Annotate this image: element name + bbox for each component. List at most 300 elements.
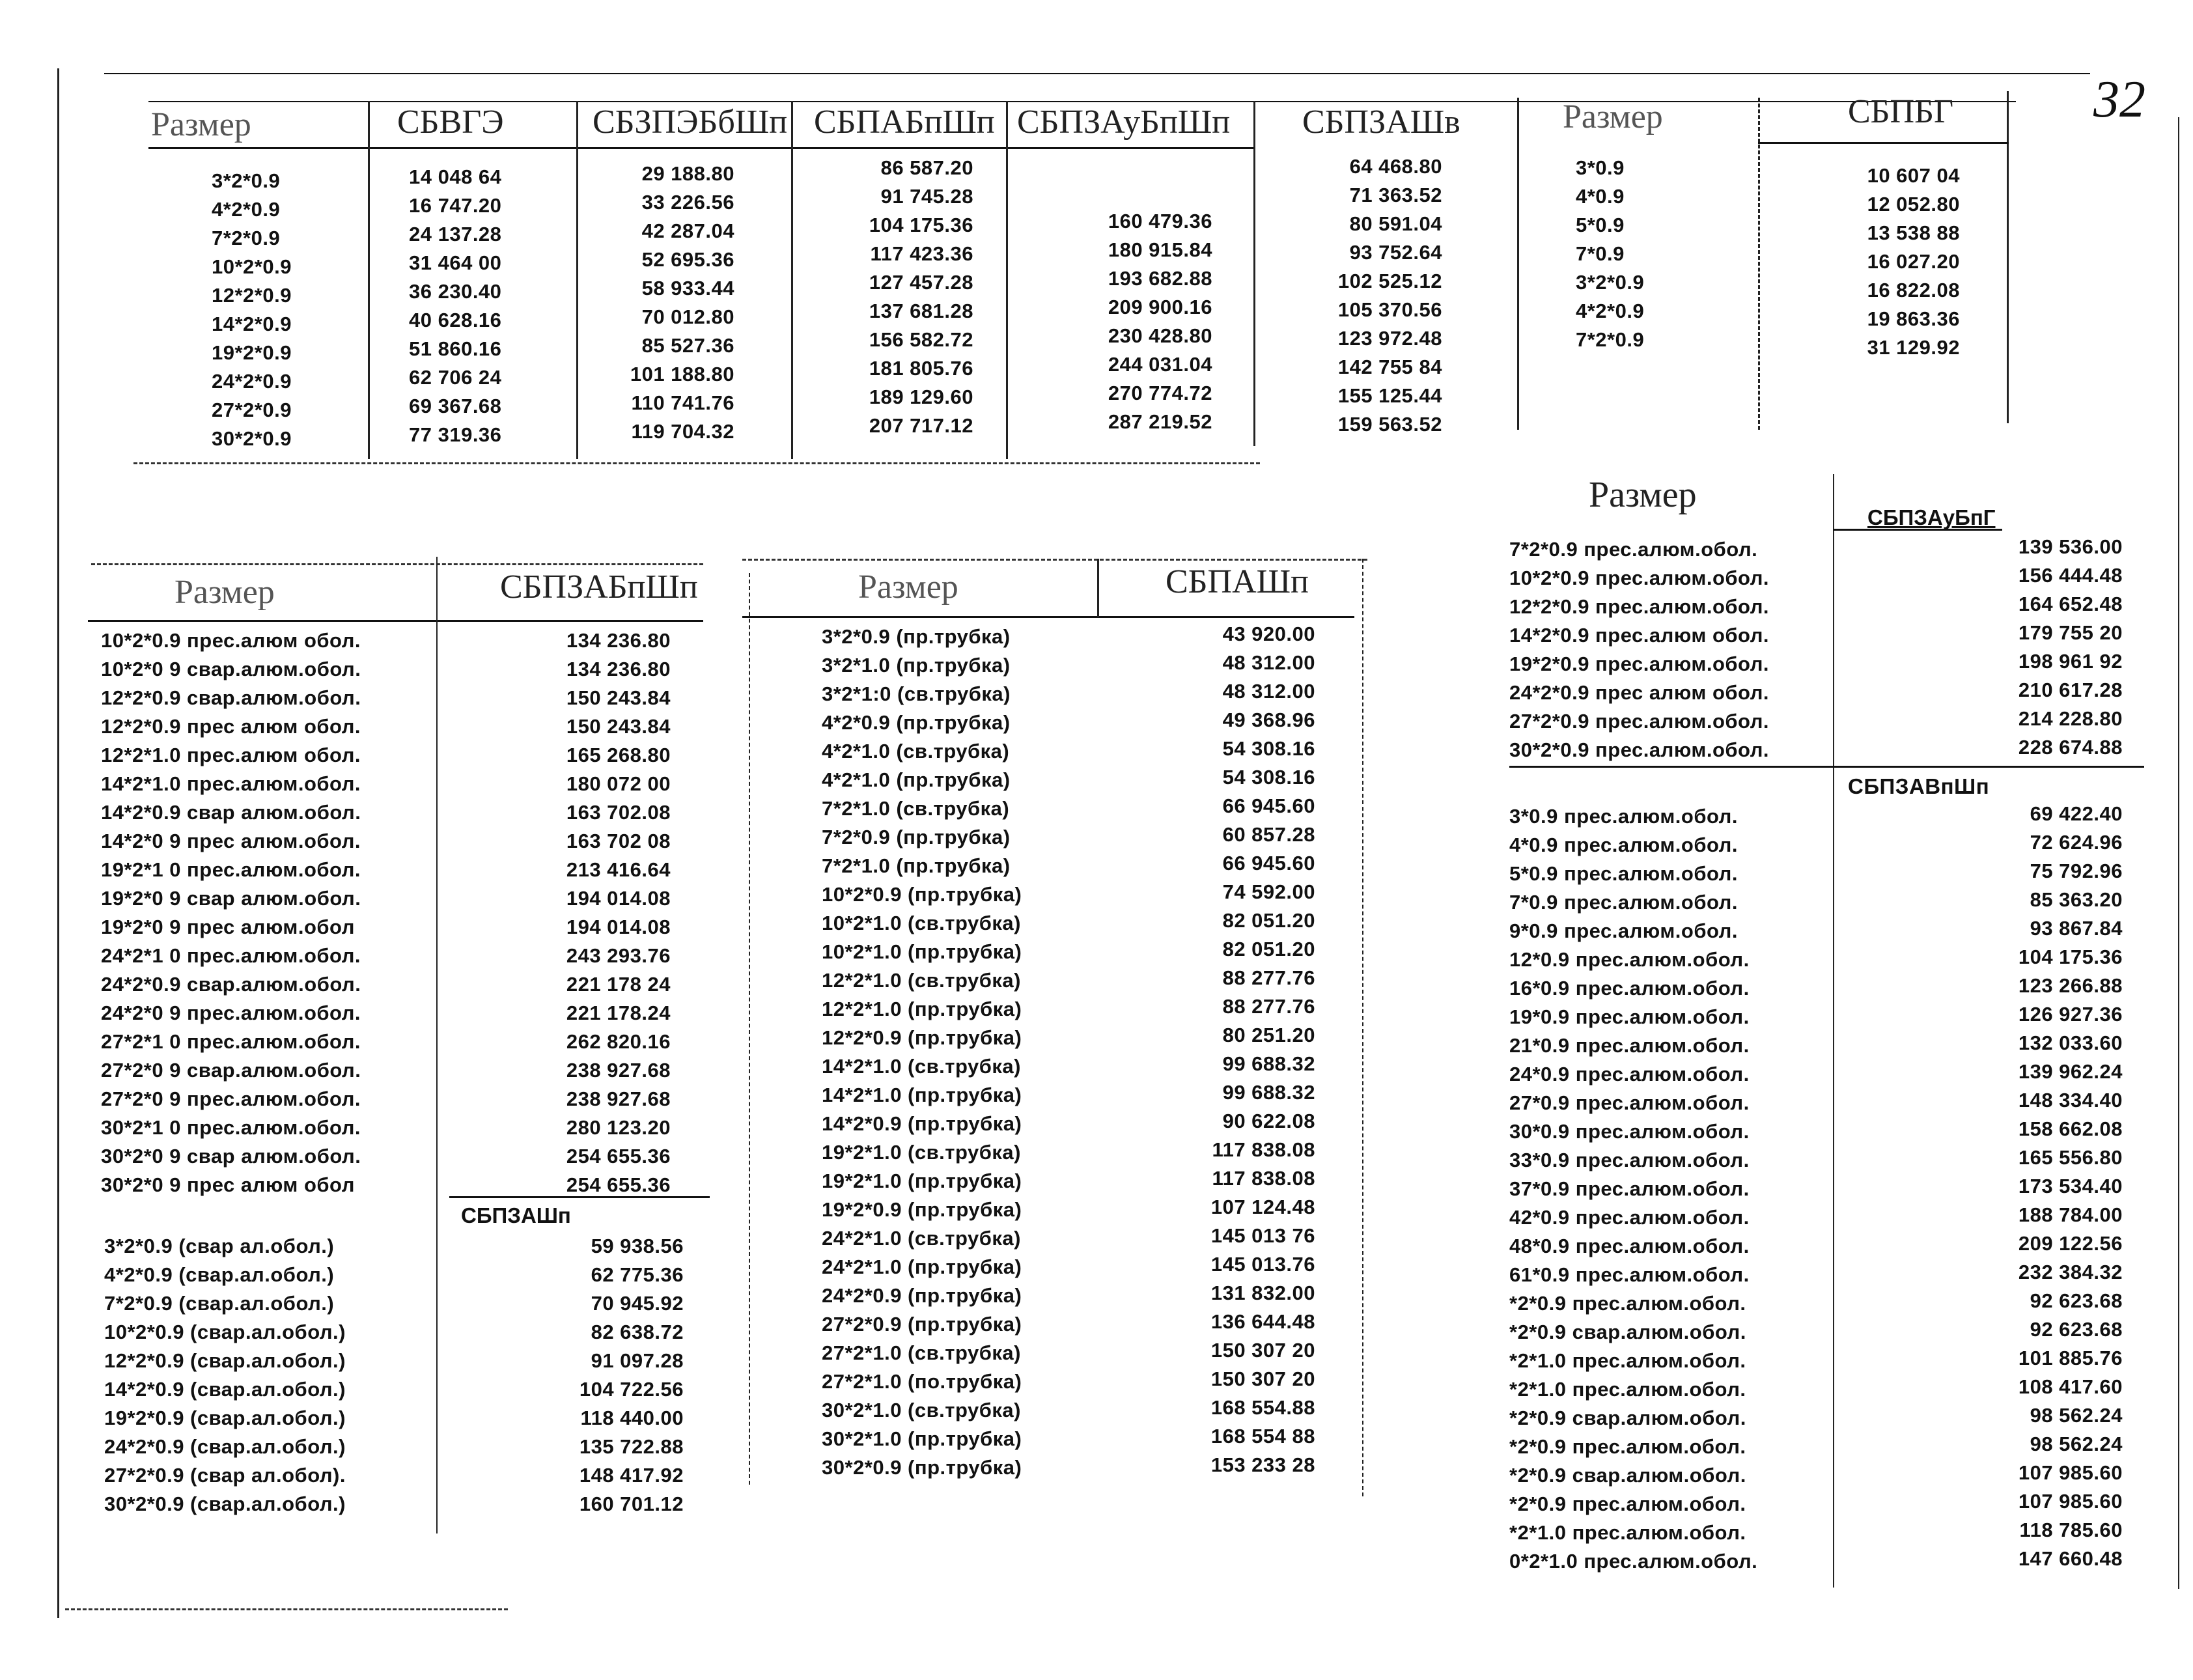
cell-value: 107 985.60 [2018, 1461, 2123, 1484]
cell-size: 3*2*1:0 (св.трубка) [822, 682, 1011, 705]
cell-size: 7*2*1.0 (св.трубка) [822, 797, 1010, 820]
cell-size: 24*2*1 0 прес.алюм.обол. [101, 944, 361, 967]
cell-size: 3*0.9 [1576, 156, 1625, 179]
cell-value: 270 774.72 [1108, 382, 1212, 404]
cell-size: 19*2*1 0 прес.алюм.обол. [101, 858, 361, 881]
cell-value: 60 857.28 [1222, 823, 1315, 846]
column-sizes [822, 623, 1022, 1482]
page-number: 32 [2093, 71, 2145, 128]
cell-value: 86 587.20 [880, 156, 973, 179]
cell-size: 30*2*1 0 прес.алюм.обол. [101, 1116, 361, 1139]
cell-size: 19*2*0 9 прес алюм.обол [101, 916, 355, 938]
cell-value: 156 582.72 [869, 328, 973, 351]
cell-value: 209 122.56 [2018, 1232, 2123, 1255]
cell-size: 14*2*0.9 [212, 313, 292, 335]
cell-size: 19*2*0.9 прес.алюм.обол. [1509, 652, 1770, 675]
cell-value: 104 175.36 [869, 214, 973, 236]
col-divider [1362, 559, 1363, 1496]
cell-value: 139 962.24 [2018, 1060, 2123, 1083]
cell-size: 30*2*0.9 (пр.трубка) [822, 1456, 1022, 1479]
cell-size: 12*2*0.9 (пр.трубка) [822, 1026, 1022, 1049]
cell-value: 54 308.16 [1222, 737, 1315, 760]
cell-value: 77 319.36 [409, 423, 502, 446]
cell-size: 3*2*0.9 (пр.трубка) [822, 625, 1011, 648]
cell-value: 82 051.20 [1222, 909, 1315, 932]
cell-value: 142 755 84 [1337, 356, 1442, 378]
cell-size: 19*0.9 прес.алюм.обол. [1509, 1005, 1750, 1028]
cell-size: 27*2*0.9 [212, 399, 292, 421]
cell-value: 33 226.56 [641, 191, 734, 214]
cell-value: 62 775.36 [591, 1263, 684, 1286]
column-sizes [212, 167, 292, 453]
cell-size: 24*2*0.9 (свар.ал.обол.) [104, 1435, 346, 1458]
cell-size: 24*2*0.9 (пр.трубка) [822, 1284, 1022, 1307]
cell-value: 104 175.36 [2018, 945, 2123, 968]
cell-size: 3*2*0.9 [212, 169, 281, 192]
cell-size: 14*2*0.9 (свар.ал.обол.) [104, 1378, 346, 1401]
cell-size: 7*2*0.9 (свар.ал.обол.) [104, 1292, 335, 1315]
cell-value: 90 622.08 [1222, 1110, 1315, 1132]
cell-value: 160 701.12 [579, 1492, 684, 1515]
cell-size: 19*2*0.9 [212, 341, 292, 364]
cell-value: 198 961 92 [2018, 650, 2123, 673]
cell-size: 7*0.9 прес.алюм.обол. [1509, 891, 1738, 914]
cell-value: 42 287.04 [641, 219, 734, 242]
cell-value: 165 556.80 [2018, 1146, 2123, 1169]
column-sbpashp [1159, 620, 1315, 1479]
cell-size: 30*2*1.0 (пр.трубка) [822, 1427, 1022, 1450]
cell-value: 145 013.76 [1210, 1253, 1315, 1276]
cell-size: 27*2*0.9 (пр.трубка) [822, 1313, 1022, 1336]
cell-size: 19*2*0 9 свар алюм.обол. [101, 887, 361, 910]
cell-value: 221 178.24 [566, 1001, 671, 1024]
subtable-rule [1509, 766, 2144, 768]
table-top-rule [91, 563, 703, 565]
cell-size: 4*2*0.9 [1576, 300, 1645, 322]
cell-size: 16*0.9 прес.алюм.обол. [1509, 977, 1750, 1000]
cell-value: 159 563.52 [1337, 413, 1442, 436]
cell-value: 173 534.40 [2018, 1175, 2123, 1197]
cell-value: 156 444.48 [2018, 564, 2123, 587]
cell-size: 3*2*0.9 (свар ал.обол.) [104, 1235, 335, 1257]
cell-size: 24*2*1.0 (св.трубка) [822, 1227, 1021, 1250]
cell-value: 70 012.80 [641, 305, 734, 328]
cell-size: 27*2*0 9 прес.алюм.обол. [101, 1087, 361, 1110]
cell-value: 136 644.48 [1210, 1310, 1315, 1333]
col-header-sbpbg: СБПБГ [1848, 93, 1954, 130]
cell-size: 24*2*0.9 свар.алюм.обол. [101, 973, 361, 996]
cell-value: 107 124.48 [1210, 1196, 1315, 1218]
cell-value: 70 945.92 [591, 1292, 684, 1315]
cell-size: 0*2*1.0 прес.алюм.обол. [1509, 1550, 1758, 1573]
cell-size: 10*2*1.0 (св.трубка) [822, 912, 1021, 934]
col-header-sbpzaubpg: СБПЗАуБпГ [1867, 505, 1996, 529]
cell-size: 27*2*0.9 прес.алюм.обол. [1509, 710, 1770, 733]
col-header-sbpzashv: СБПЗАШв [1302, 104, 1460, 141]
col-header-size: Размер [1589, 475, 1697, 515]
page-top-border [104, 73, 2090, 74]
cell-value: 135 722.88 [579, 1435, 684, 1458]
cell-size: *2*0.9 свар.алюм.обол. [1509, 1407, 1746, 1429]
cell-size: 24*0.9 прес.алюм.обол. [1509, 1063, 1750, 1085]
cell-value: 24 137.28 [409, 223, 502, 245]
col-header-sbpzaubpshp: СБПЗАуБпШп [1017, 104, 1231, 141]
table-header-rule [742, 616, 1354, 618]
cell-value: 210 617.28 [2018, 679, 2123, 701]
cell-size: 27*2*1.0 (по.трубка) [822, 1370, 1022, 1393]
cell-size: 3*0.9 прес.алюм.обол. [1509, 805, 1738, 828]
col-header-sbpashp: СБПАШп [1166, 563, 1309, 600]
cell-value: 118 785.60 [2019, 1519, 2123, 1541]
cell-size: 10*2*0.9 прес.алюм.обол. [1509, 567, 1770, 589]
cell-value: 134 236.80 [566, 658, 671, 680]
col-divider [368, 101, 370, 459]
column-sub-sizes [104, 1232, 346, 1519]
cell-value: 262 820.16 [566, 1030, 671, 1053]
table-top-rule [742, 559, 1367, 561]
col-header-size: Размер [175, 574, 275, 611]
cell-size: *2*0.9 свар.алюм.обол. [1509, 1464, 1746, 1487]
cell-size: 24*2*0.9 [212, 370, 292, 393]
cell-value: 107 985.60 [2018, 1490, 2123, 1513]
cell-size: 5*0.9 прес.алюм.обол. [1509, 862, 1738, 885]
cell-value: 51 860.16 [409, 337, 502, 360]
cell-size: *2*0.9 свар.алюм.обол. [1509, 1321, 1746, 1343]
column-sizes [101, 626, 361, 1199]
cell-size: *2*0.9 прес.алюм.обол. [1509, 1492, 1746, 1515]
cell-size: 12*2*1.0 прес.алюм обол. [101, 744, 361, 766]
cell-value: 165 268.80 [566, 744, 671, 766]
cell-size: 27*2*1 0 прес.алюм.обол. [101, 1030, 361, 1053]
column-sbpzaubpg [1966, 533, 2123, 762]
column-sbzpebbshp [586, 160, 734, 446]
cell-value: 179 755 20 [2018, 621, 2123, 644]
cell-value: 66 945.60 [1222, 852, 1315, 875]
cell-value: 117 838.08 [1212, 1138, 1315, 1161]
cell-size: *2*1.0 прес.алюм.обол. [1509, 1521, 1746, 1544]
cell-value: 49 368.96 [1222, 708, 1315, 731]
cell-value: 82 051.20 [1222, 938, 1315, 960]
cell-value: 126 927.36 [2018, 1003, 2123, 1026]
col-divider [2007, 91, 2009, 423]
cell-value: 168 554 88 [1210, 1425, 1315, 1448]
column-sizes [1576, 154, 1644, 354]
col-header-sbvge: СБВГЭ [397, 104, 504, 141]
cell-size: 37*0.9 прес.алюм.обол. [1509, 1177, 1750, 1200]
cell-value: 69 367.68 [409, 395, 502, 417]
cell-value: 148 417.92 [579, 1464, 684, 1487]
cell-size: 30*2*0.9 [212, 427, 292, 450]
cell-value: 43 920.00 [1222, 623, 1315, 645]
cell-size: 14*2*0.9 свар алюм.обол. [101, 801, 361, 824]
cell-size: 14*2*1.0 прес.алюм.обол. [101, 772, 361, 795]
cell-size: 12*2*1.0 (пр.трубка) [822, 998, 1022, 1020]
cell-size: 10*2*0.9 (свар.ал.обол.) [104, 1321, 346, 1343]
cell-value: 118 440.00 [580, 1407, 684, 1429]
cell-size: 24*2*0.9 прес алюм обол. [1509, 681, 1770, 704]
cell-value: 80 251.20 [1222, 1024, 1315, 1046]
cell-size: *2*1.0 прес.алюм.обол. [1509, 1349, 1746, 1372]
cell-value: 139 536.00 [2018, 535, 2123, 558]
cell-value: 108 417.60 [2018, 1375, 2123, 1398]
cell-value: 150 307 20 [1210, 1339, 1315, 1362]
cell-value: 52 695.36 [641, 248, 734, 271]
cell-value: 163 702 08 [566, 830, 671, 852]
cell-size: 48*0.9 прес.алюм.обол. [1509, 1235, 1750, 1257]
cell-value: 64 468.80 [1349, 155, 1442, 178]
cell-value: 150 243.84 [566, 686, 671, 709]
cell-value: 92 623.68 [2030, 1289, 2123, 1312]
cell-value: 193 682.88 [1108, 267, 1212, 290]
col-header-size: Размер [858, 568, 958, 606]
cell-size: 4*2*1.0 (пр.трубка) [822, 768, 1011, 791]
cell-size: 30*2*0 9 прес алюм обол [101, 1173, 355, 1196]
cell-size: 3*2*0.9 [1576, 271, 1645, 294]
cell-size: 3*2*1.0 (пр.трубка) [822, 654, 1011, 677]
column-sbpzashv [1276, 152, 1442, 439]
cell-size: 7*0.9 [1576, 242, 1625, 265]
cell-value: 88 277.76 [1222, 995, 1315, 1018]
cell-size: 14*2*0.9 (пр.трубка) [822, 1112, 1022, 1135]
col-divider [791, 101, 793, 459]
cell-value: 147 660.48 [2018, 1547, 2123, 1570]
cell-value: 101 188.80 [630, 363, 734, 385]
cell-value: 243 293.76 [566, 944, 671, 967]
column-sizes [1509, 535, 1769, 764]
cell-value: 127 457.28 [869, 271, 973, 294]
cell-value: 75 792.96 [2030, 860, 2123, 882]
cell-size: 24*2*0 9 прес.алюм.обол. [101, 1001, 361, 1024]
cell-value: 181 805.76 [869, 357, 973, 380]
cell-value: 93 867.84 [2030, 917, 2123, 940]
cell-value: 66 945.60 [1222, 794, 1315, 817]
page-left-border [57, 68, 59, 1618]
cell-value: 228 674.88 [2018, 736, 2123, 759]
cell-value: 98 562.24 [2030, 1433, 2123, 1455]
table-header-rule [88, 620, 703, 622]
cell-value: 180 915.84 [1108, 238, 1212, 261]
cell-value: 150 243.84 [566, 715, 671, 738]
column-sbvge [409, 163, 501, 449]
cell-value: 155 125.44 [1337, 384, 1442, 407]
col-divider [1253, 101, 1255, 446]
cell-value: 221 178 24 [566, 973, 671, 996]
cell-value: 137 681.28 [869, 300, 973, 322]
cell-size: 12*2*0.9 прес.алюм.обол. [1509, 595, 1770, 618]
cell-value: 31 464 00 [409, 251, 502, 274]
cell-size: 5*0.9 [1576, 214, 1625, 236]
cell-size: 42*0.9 прес.алюм.обол. [1509, 1206, 1750, 1229]
col-divider [436, 557, 438, 1533]
cell-value: 150 307 20 [1210, 1367, 1315, 1390]
cell-value: 74 592.00 [1222, 880, 1315, 903]
cell-value: 93 752.64 [1349, 241, 1442, 264]
cell-value: 189 129.60 [869, 385, 973, 408]
cell-value: 105 370.56 [1337, 298, 1442, 321]
cell-value: 92 623.68 [2030, 1318, 2123, 1341]
cell-value: 16 747.20 [409, 194, 502, 217]
cell-size: 30*2*0.9 прес.алюм.обол. [1509, 738, 1770, 761]
cell-value: 238 927.68 [566, 1087, 671, 1110]
cell-value: 72 624.96 [2030, 831, 2123, 854]
col-divider [1006, 101, 1008, 459]
cell-value: 134 236.80 [566, 629, 671, 652]
cell-size: 21*0.9 прес.алюм.обол. [1509, 1034, 1750, 1057]
cell-value: 168 554.88 [1210, 1396, 1315, 1419]
col-header-size: Размер [1563, 98, 1663, 135]
col-divider [1833, 474, 1834, 1588]
cell-size: 4*0.9 прес.алюм.обол. [1509, 833, 1738, 856]
cell-value: 254 655.36 [566, 1145, 671, 1168]
cell-value: 16 822.08 [1867, 279, 1960, 301]
cell-value: 104 722.56 [579, 1378, 684, 1401]
cell-value: 31 129.92 [1867, 336, 1960, 359]
cell-size: 12*2*0.9 (свар.ал.обол.) [104, 1349, 346, 1372]
cell-value: 102 525.12 [1337, 270, 1442, 292]
table-header-rule [148, 147, 1255, 149]
cell-value: 54 308.16 [1222, 766, 1315, 789]
cell-value: 48 312.00 [1222, 651, 1315, 674]
cell-size: *2*0.9 прес.алюм.обол. [1509, 1292, 1746, 1315]
cell-value: 230 428.80 [1108, 324, 1212, 347]
column-sbpzaubpshp [1042, 207, 1212, 436]
table-top-rule [148, 101, 2016, 102]
cell-value: 160 479.36 [1108, 210, 1212, 232]
cell-size: 27*0.9 прес.алюм.обол. [1509, 1091, 1750, 1114]
cell-size: 4*0.9 [1576, 185, 1625, 208]
cell-value: 36 230.40 [409, 280, 502, 303]
cell-size: 7*2*0.9 прес.алюм.обол. [1509, 538, 1758, 561]
cell-value: 194 014.08 [566, 887, 671, 910]
cell-size: 30*2*0.9 (свар.ал.обол.) [104, 1492, 346, 1515]
column-sbpabpshp [807, 154, 973, 440]
subtable-title: СБПЗАВпШп [1848, 774, 1990, 798]
subtable-title: СБПЗАШп [461, 1203, 571, 1227]
cell-size: 10*2*0.9 [212, 255, 292, 278]
cell-size: 10*2*0 9 свар.алюм.обол. [101, 658, 361, 680]
cell-size: 7*2*0.9 [1576, 328, 1645, 351]
cell-size: 12*2*0.9 прес алюм обол. [101, 715, 361, 738]
col-header-sbzpebbshp: СБЗПЭБбШп [593, 104, 788, 141]
cell-value: 85 363.20 [2030, 888, 2123, 911]
cell-size: 19*2*0.9 (свар.ал.обол.) [104, 1407, 346, 1429]
cell-size: *2*1.0 прес.алюм.обол. [1509, 1378, 1746, 1401]
cell-value: 145 013 76 [1210, 1224, 1315, 1247]
column-sub-values [521, 1232, 684, 1519]
cell-size: 9*0.9 прес.алюм.обол. [1509, 919, 1738, 942]
cell-value: 80 591.04 [1349, 212, 1442, 235]
cell-value: 123 972.48 [1337, 327, 1442, 350]
cell-value: 91 097.28 [591, 1349, 684, 1372]
cell-value: 254 655.36 [566, 1173, 671, 1196]
col-divider [1097, 559, 1099, 617]
cell-value: 280 123.20 [566, 1116, 671, 1139]
page-right-border [2178, 117, 2179, 1589]
cell-value: 164 652.48 [2018, 593, 2123, 615]
cell-size: 12*2*1.0 (св.трубка) [822, 969, 1021, 992]
cell-size: 7*2*1.0 (пр.трубка) [822, 854, 1011, 877]
col-divider [576, 101, 578, 459]
cell-value: 244 031.04 [1108, 353, 1212, 376]
cell-value: 153 233 28 [1210, 1453, 1315, 1476]
col-header-sbpabpshp: СБПАБпШп [814, 104, 995, 141]
col-divider [1517, 98, 1519, 430]
cell-value: 188 784.00 [2018, 1203, 2123, 1226]
cell-value: 123 266.88 [2018, 974, 2123, 997]
cell-value: 119 704.32 [631, 420, 734, 443]
cell-size: 4*2*0.9 (свар.ал.обол.) [104, 1263, 335, 1286]
table-bottom-rule [133, 462, 1260, 464]
cell-value: 12 052.80 [1867, 193, 1960, 216]
cell-size: 12*2*0.9 свар.алюм.обол. [101, 686, 361, 709]
cell-value: 14 048 64 [409, 165, 502, 188]
cell-value: 85 527.36 [641, 334, 734, 357]
cell-value: 148 334.40 [2018, 1089, 2123, 1112]
cell-value: 287 219.52 [1108, 410, 1212, 433]
cell-value: 194 014.08 [566, 916, 671, 938]
cell-size: 19*2*0.9 (пр.трубка) [822, 1198, 1022, 1221]
column-sbpbg [1810, 161, 1960, 362]
cell-size: 30*2*0 9 свар алюм.обол. [101, 1145, 361, 1168]
page-bottom-border [65, 1608, 508, 1610]
column-sub-sizes [1509, 802, 1757, 1576]
cell-value: 62 706 24 [409, 366, 502, 389]
column-sbpzabpshp [508, 626, 671, 1199]
cell-size: *2*0.9 прес.алюм.обол. [1509, 1435, 1746, 1458]
cell-value: 117 423.36 [870, 242, 973, 265]
cell-value: 58 933.44 [641, 277, 734, 300]
cell-size: 10*2*0.9 (пр.трубка) [822, 883, 1022, 906]
cell-value: 232 384.32 [2018, 1261, 2123, 1283]
cell-value: 91 745.28 [880, 185, 973, 208]
cell-size: 4*2*0.9 [212, 198, 281, 221]
cell-size: 27*2*0 9 свар.алюм.обол. [101, 1059, 361, 1082]
cell-value: 213 416.64 [566, 858, 671, 881]
cell-value: 131 832.00 [1210, 1281, 1315, 1304]
cell-value: 10 607 04 [1867, 164, 1960, 187]
cell-value: 163 702.08 [566, 801, 671, 824]
cell-size: 4*2*1.0 (св.трубка) [822, 740, 1010, 763]
cell-value: 214 228.80 [2018, 707, 2123, 730]
cell-value: 19 863.36 [1867, 307, 1960, 330]
cell-value: 98 562.24 [2030, 1404, 2123, 1427]
col-divider [749, 573, 750, 1485]
cell-value: 48 312.00 [1222, 680, 1315, 703]
cell-value: 238 927.68 [566, 1059, 671, 1082]
cell-value: 207 717.12 [869, 414, 973, 437]
cell-value: 99 688.32 [1222, 1081, 1315, 1104]
cell-value: 59 938.56 [591, 1235, 684, 1257]
cell-value: 110 741.76 [631, 391, 734, 414]
cell-size: 14*2*0.9 прес.алюм обол. [1509, 624, 1770, 647]
cell-size: 10*2*1.0 (пр.трубка) [822, 940, 1022, 963]
cell-value: 13 538 88 [1867, 221, 1960, 244]
cell-value: 132 033.60 [2018, 1031, 2123, 1054]
cell-value: 29 188.80 [641, 162, 734, 185]
cell-size: 10*2*0.9 прес.алюм обол. [101, 629, 361, 652]
cell-size: 14*2*0 9 прес алюм.обол. [101, 830, 361, 852]
cell-value: 71 363.52 [1349, 184, 1442, 206]
cell-value: 16 027.20 [1867, 250, 1960, 273]
cell-value: 88 277.76 [1222, 966, 1315, 989]
cell-value: 40 628.16 [409, 309, 502, 331]
cell-value: 82 638.72 [591, 1321, 684, 1343]
cell-size: 12*0.9 прес.алюм.обол. [1509, 948, 1750, 971]
col-header-size: Размер [151, 106, 251, 143]
cell-value: 180 072 00 [566, 772, 671, 795]
col-divider [1758, 98, 1760, 430]
cell-size: 33*0.9 прес.алюм.обол. [1509, 1149, 1750, 1171]
